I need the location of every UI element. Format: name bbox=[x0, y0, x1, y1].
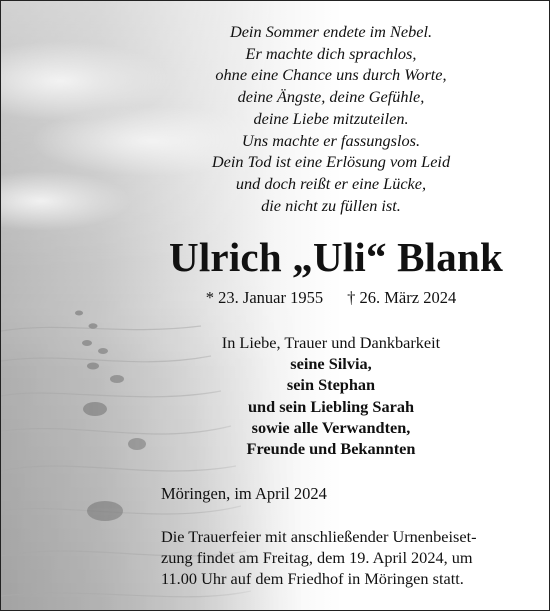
mourner-line: sein Stephan bbox=[286, 375, 376, 395]
funeral-line: Die Trauerfeier mit anschließender Urnenbeiset- bbox=[161, 527, 477, 546]
poem-line: die nicht zu füllen ist. bbox=[261, 195, 401, 215]
mourner-line: sowie alle Verwandten, bbox=[251, 417, 411, 437]
death-date: † 26. März 2024 bbox=[347, 288, 457, 307]
poem-line: und doch reißt er eine Lücke, bbox=[235, 173, 427, 193]
place-date: Möringen, im April 2024 bbox=[161, 484, 327, 503]
poem bbox=[151, 21, 511, 216]
mourner-line: seine Silvia, bbox=[290, 354, 372, 374]
life-dates bbox=[141, 288, 521, 308]
birth-date: * 23. Januar 1955 bbox=[205, 288, 324, 307]
mourner-line: Freunde und Bekannten bbox=[246, 439, 416, 459]
poem-line: Uns machte er fassungslos. bbox=[241, 130, 421, 150]
poem-line: ohne eine Chance uns durch Worte, bbox=[215, 65, 447, 85]
mourners bbox=[151, 332, 511, 459]
poem-line: Dein Sommer endete im Nebel. bbox=[229, 22, 433, 41]
funeral-line: zung findet am Freitag, dem 19. April 2024, um bbox=[161, 548, 473, 567]
deceased-name: Ulrich „Uli“ Blank bbox=[169, 234, 503, 280]
mourners-intro: In Liebe, Trauer und Dankbarkeit bbox=[221, 333, 441, 352]
poem-line: deine Ängste, deine Gefühle, bbox=[237, 87, 425, 107]
funeral-line: 11.00 Uhr auf dem Friedhof in Möringen statt. bbox=[161, 569, 464, 588]
poem-line: Dein Tod ist eine Erlösung vom Leid bbox=[211, 152, 451, 172]
funeral-info bbox=[161, 526, 528, 589]
mourner-line: und sein Liebling Sarah bbox=[247, 396, 415, 416]
poem-line: Er machte dich sprachlos, bbox=[245, 43, 417, 63]
poem-line: deine Liebe mitzuteilen. bbox=[253, 108, 409, 128]
